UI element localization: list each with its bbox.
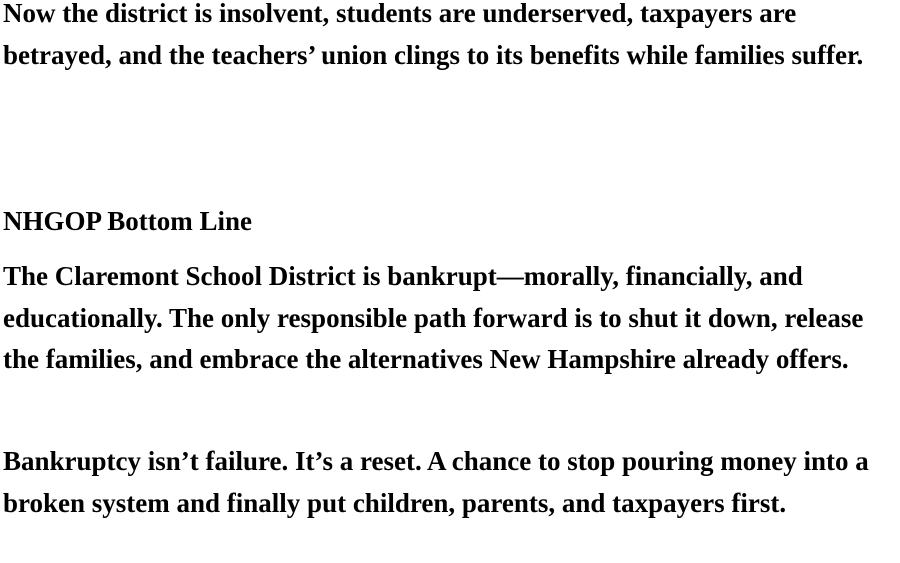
paragraph-bankruptcy-reset: Bankruptcy isn’t failure. It’s a reset. A chance to stop pouring money into a broken system and finally put children, parents, and taxpayers first.: [3, 446, 869, 518]
paragraph-bottom-line: The Claremont School District is bankrupt—morally, financially, and educationally. The only responsible path forward is to shut it down, release the families, and embrace the alternatives New Hampshire already offers.: [3, 261, 864, 374]
section-heading: NHGOP Bottom Line: [3, 206, 252, 236]
paragraph-insolvent-district: Now the district is insolvent, students are underserved, taxpayers are betrayed, and the teachers’ union clings to its benefits while families suffer.: [3, 0, 864, 70]
